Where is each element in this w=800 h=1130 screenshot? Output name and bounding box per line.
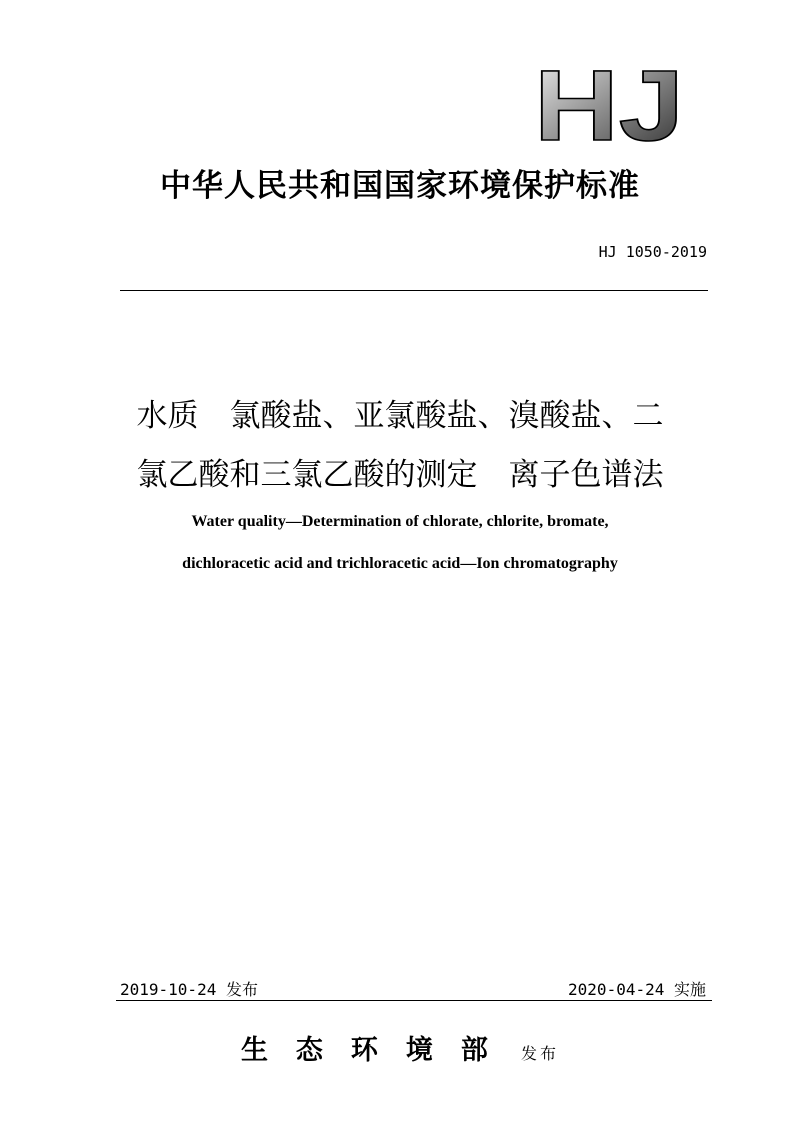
english-title-line-2: dichloracetic acid and trichloracetic acid—Ion chromatography	[182, 555, 618, 572]
publisher-suffix: 发布	[521, 1044, 560, 1063]
english-title-line-1: Water quality—Determination of chlorate, chlorite, bromate,	[191, 513, 609, 530]
chinese-title-line-2: 氯乙酸和三氯乙酸的测定 离子色谱法	[136, 457, 664, 493]
standard-code: HJ 1050-2019	[598, 243, 707, 261]
bottom-divider	[116, 1000, 712, 1001]
issue-date: 2019-10-24 发布	[120, 980, 258, 999]
hj-logo	[532, 62, 692, 146]
publisher-row	[0, 1028, 800, 1067]
org-title: 中华人民共和国国家环境保护标准	[160, 168, 640, 204]
hj-logo-graphic	[532, 62, 692, 146]
publisher-name: 生态环境部	[240, 1035, 516, 1066]
logo-text: HJ	[534, 62, 684, 146]
chinese-title-line-1: 水质 氯酸盐、亚氯酸盐、溴酸盐、二	[136, 398, 664, 434]
top-divider	[120, 290, 708, 291]
implementation-date: 2020-04-24 实施	[568, 980, 706, 999]
